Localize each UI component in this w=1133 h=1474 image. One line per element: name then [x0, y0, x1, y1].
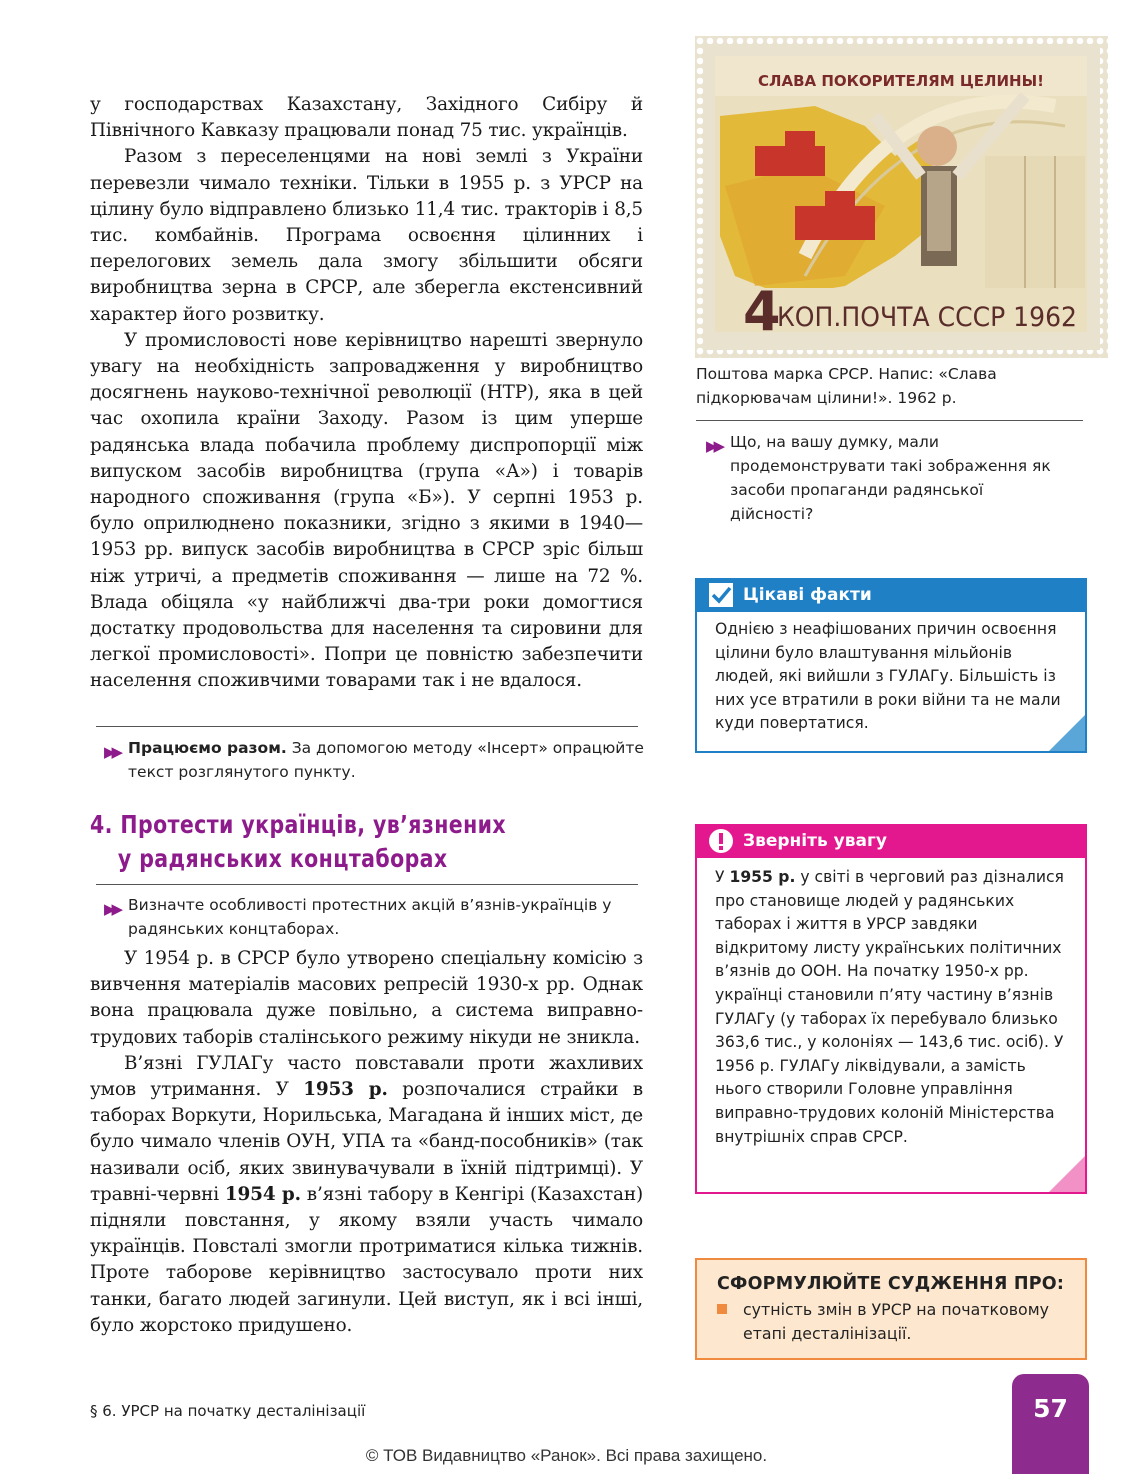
attention-header — [695, 824, 1087, 858]
paragraph-machinery: Разом з переселенцями на нові землі з України перевезли чимало техніки. Тільки в 1955 р. з УРСР на цілину було відправлено близько 11,4 тис. тракторів і 8,5 тис. комбайнів. Програма освоєння цілинних і перелогових земель дала змогу збільшити обсяги виробництва зерна в СРСР, але зберегла екстенсивний характер його розвитку. — [90, 146, 643, 325]
double-arrow-icon: ▶▶ — [706, 437, 722, 455]
section-heading-line1: 4. Протести українців, ув’язнених — [90, 810, 507, 839]
stamp-caption: Поштова марка СРСР. Напис: «Слава підкорювачам цілини!». 1962 р. — [696, 365, 997, 407]
bullet-square-icon — [717, 1304, 727, 1314]
postage-stamp-image — [695, 36, 1108, 358]
work-together-task — [104, 736, 644, 784]
paragraph-1954-commission: У 1954 р. в СРСР було утворено спеціальну комісію з вивчення матеріалів масових репресій 1930-х рр. Однак вона працювала дуже повільно, а система виправно-трудових таборів сталінського режиму нікуди не зникла. — [90, 948, 643, 1048]
page-number: 57 — [1012, 1374, 1089, 1474]
paragraph-industry: У промисловості нове керівництво нарешті звернуло увагу на необхідність запровадження у виробництво досягнень науково-технічної революції (НТР), яка в цей час охопила країни Заходу. Разом із цим уперше радянська влада побачила проблему диспропорції між випуском засобів виробництва (група «А») і товарів народного споживання (група «Б»). У серпні 1953 р. було оприлюднено показники, згідно з якими в 1940—1953 рр. випуск засобів виробництва в СРСР зріс більш ніж утричі, а предметів споживання — лише на 72 %. Влада обіцяла «у найближчі два-три роки домогтися достатку продовольства для населення та сировини для легкої промисловості». Попри це повністю забезпечити населення споживчими товарами так і не вдалося. — [90, 329, 643, 692]
footer-section-ref: § 6. УРСР на початку десталінізації — [90, 1402, 366, 1420]
section-task-text: Визначте особливості протестних акцій в’язнів-українців у радянських концтаборах. — [128, 896, 612, 938]
paragraph-gulag-uprisings: В’язні ГУЛАГу часто повставали проти жахливих умов утримання. У 1953 р. розпочалися страйки в таборах Воркути, Норильська, Магадана й інших міст, де було чимало членів ОУН, УПА та «банд-пособників» (так називали осіб, яких звинувачували в їхній підтримці). У травні-червні 1954 р. в’язні табору в Кенгірі (Казахстан) підняли повстання, у якому взяли участь чимало українців. Повсталі змогли протриматися кілька тижнів. Проте таборове керівництво застосувало проти них танки, багато людей загинули. Цей виступ, як і всі інші, було жорстоко придушено. — [90, 1052, 644, 1336]
divider-line — [96, 726, 638, 727]
question-task — [706, 430, 1066, 526]
formulate-judgement-box — [695, 1258, 1087, 1360]
divider-line — [96, 884, 638, 885]
main-text-column — [90, 92, 643, 695]
stamp-denomination: 4 — [743, 280, 781, 343]
section-task — [104, 893, 644, 941]
interesting-facts-box — [695, 578, 1087, 753]
corner-decoration — [1049, 715, 1085, 751]
work-together-label: Працюємо разом. — [128, 739, 287, 757]
section-heading — [90, 808, 516, 876]
stamp-banner-text: СЛАВА ПОКОРИТЕЛЯМ ЦЕЛИНЫ! — [758, 72, 1044, 90]
work-together-text: За допомогою методу «Інсерт» опрацюйте текст розглянутого пункту. — [128, 739, 644, 781]
question-text: Що, на вашу думку, мали продемонструвати такі зображення як засоби пропаганди радянської дійсності? — [730, 433, 1051, 523]
attention-title: Зверніть увагу — [743, 831, 887, 851]
section-heading-line2: у радянських концтаборах — [117, 844, 448, 873]
judgement-item: сутність змін в УРСР на початковому етапі десталінізації. — [717, 1298, 1075, 1345]
facts-header — [695, 578, 1087, 612]
corner-decoration — [1049, 1156, 1085, 1192]
section-body — [90, 946, 643, 1339]
checkbox-icon — [709, 583, 733, 607]
exclamation-icon — [709, 829, 733, 853]
double-arrow-icon: ▶▶ — [104, 743, 120, 761]
double-arrow-icon: ▶▶ — [104, 900, 120, 918]
facts-title: Цікаві факти — [743, 585, 872, 605]
attention-text: У 1955 р. у світі в черговий раз дізналися про становище людей у радянських таборах і життя в УРСР завдяки відкритому листу українських політичних в’язнів до ООН. На початку 1950-х рр. українці становили п’яту частину в’язнів ГУЛАГу (у таборах їх перебувало близько 363,6 тис., у колоніях — 143,6 тис. осіб). У 1956 р. ГУЛАГу ліквідували, а замість нього створили Головне управління виправно-трудових колоній Міністерства внутрішніх справ СРСР. — [715, 868, 1064, 1146]
paragraph-kazakhstan: у господарствах Казахстану, Західного Сибіру й Північного Кавказу працювали понад 75 тис. українців. — [90, 94, 643, 142]
judgement-title: СФОРМУЛЮЙТЕ СУДЖЕННЯ ПРО: — [717, 1274, 1065, 1294]
stamp-bottom-text: КОП.ПОЧТА СССР 1962 — [777, 302, 1077, 333]
attention-box — [695, 824, 1087, 1194]
divider-line — [696, 420, 1083, 421]
copyright-notice: © ТОВ Видавництво «Ранок». Всі права захищено. — [365, 1446, 768, 1465]
facts-text: Однією з неафішованих причин освоєння цілини було влаштування мільйонів людей, які вийшли з ГУЛАГу. Більшість із них усе втратили в роки війни та не мали куди повертатися. — [715, 620, 1061, 733]
